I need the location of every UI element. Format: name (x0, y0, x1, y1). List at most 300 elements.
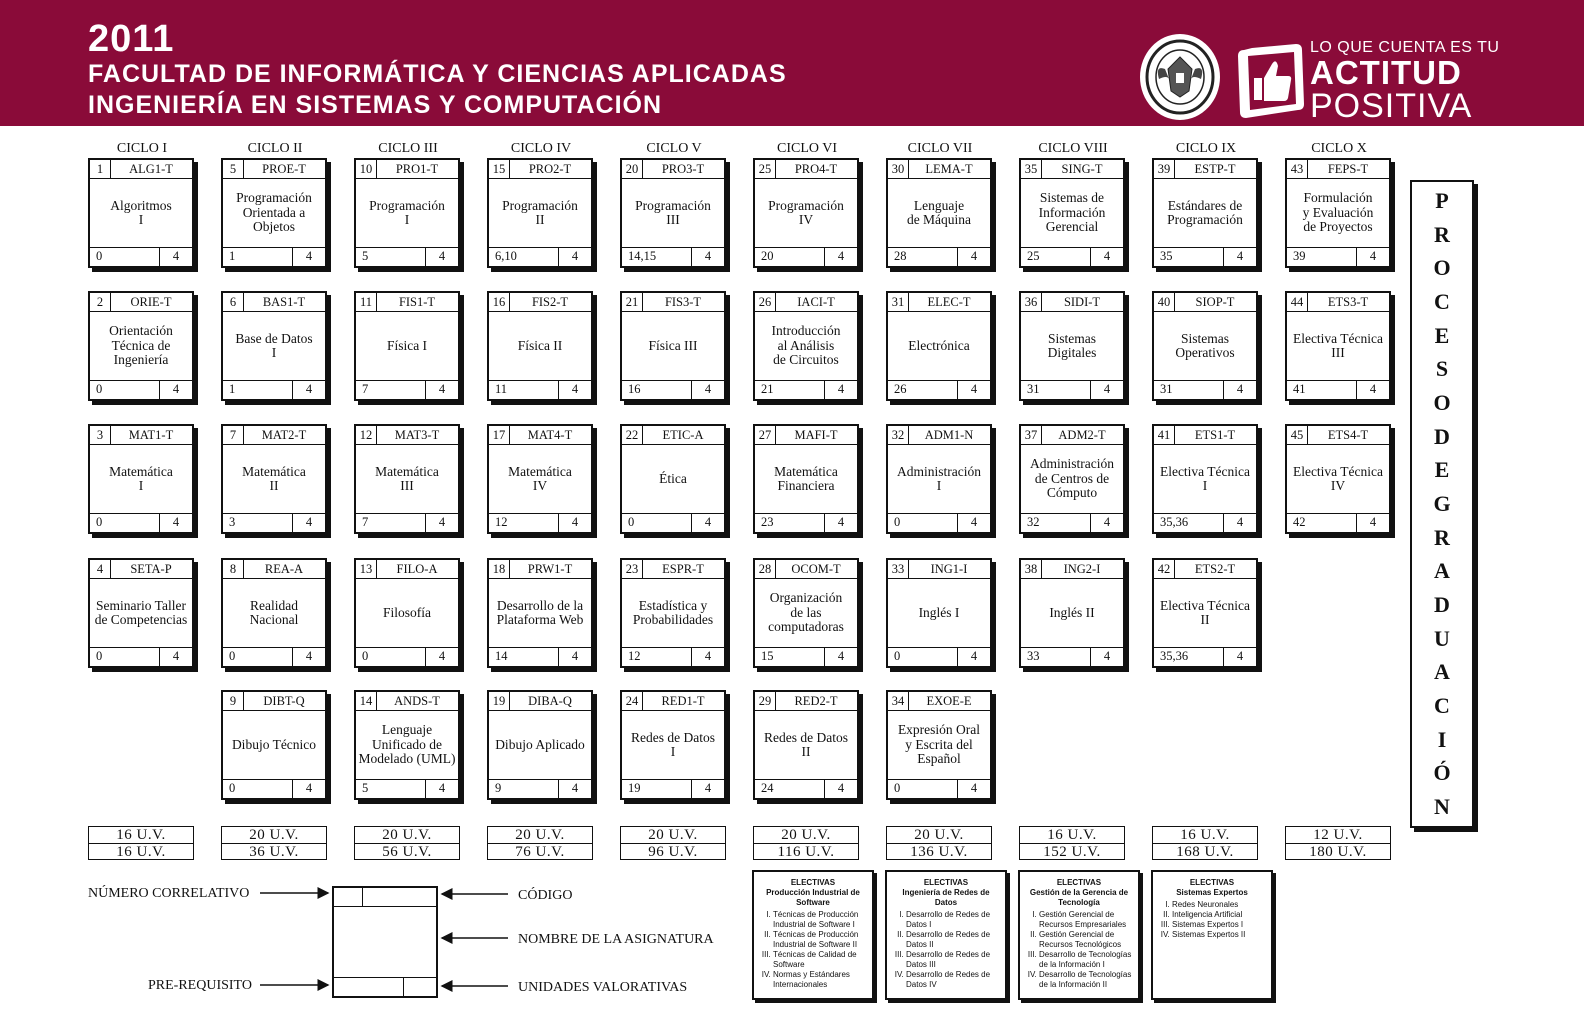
elective-title: Sistemas Expertos (1176, 888, 1248, 897)
subject-number: 25 (755, 160, 776, 178)
subject-units: 4 (292, 648, 325, 666)
graduation-letter: G (1433, 490, 1451, 516)
subject-name: Organización de las computadoras (768, 590, 844, 635)
subject-prerequisite: 3 (229, 515, 236, 529)
subject-name: Programación I (369, 197, 445, 227)
elective-item: III. Técnicas de Calidad de Software (773, 950, 867, 970)
graduation-letter: D (1434, 591, 1450, 617)
elective-box (1151, 870, 1273, 1000)
subject-units: 4 (1223, 514, 1256, 532)
subject-name: Programación Orientada a Objetos (236, 190, 312, 235)
cycle-label: CICLO IX (1175, 141, 1237, 156)
subject-number: 24 (622, 692, 643, 710)
subject-prerequisite: 0 (96, 515, 103, 529)
subject-code: ALG1-T (129, 162, 173, 176)
subject-number: 31 (888, 293, 909, 311)
subject-units: 4 (824, 648, 857, 666)
subject-name: Programación II (502, 197, 578, 227)
graduation-letter: A (1434, 659, 1450, 685)
elective-list (759, 910, 867, 990)
subject-prerequisite: 7 (362, 515, 369, 529)
subject-prerequisite: 15 (761, 649, 774, 663)
cycle-label: CICLO VII (907, 141, 973, 156)
elective-heading: ELECTIVAS (923, 878, 969, 887)
graduation-letter: R (1434, 221, 1450, 247)
cycle-label: CICLO II (247, 141, 303, 156)
subject-code: ING1-I (930, 562, 968, 576)
subject-prerequisite: 42 (1293, 515, 1306, 529)
subject-code: PRO4-T (794, 162, 838, 176)
subject-units: 4 (292, 381, 325, 399)
subject-prerequisite: 14,15 (628, 249, 657, 263)
subject-units: 4 (691, 381, 724, 399)
cycle-units: 16 U.V. (1153, 827, 1257, 844)
subject-code: REA-A (264, 562, 304, 576)
subject-units: 4 (691, 248, 724, 266)
subject-code: ETS1-T (1194, 428, 1236, 442)
elective-item: II. Inteligencia Artificial (1172, 910, 1266, 920)
subject-prerequisite: 28 (894, 249, 907, 263)
subject-name: Realidad Nacional (249, 597, 299, 627)
subject-number: 7 (223, 426, 244, 444)
subject-name: Algoritmos I (110, 197, 172, 227)
subject-code: PRO1-T (395, 162, 439, 176)
subject-name: Lenguaje Unificado de Modelado (UML) (358, 722, 456, 767)
subject-units: 4 (824, 514, 857, 532)
elective-heading: ELECTIVAS (790, 878, 836, 887)
cycle-units: 12 U.V. (1286, 827, 1390, 844)
subject-prerequisite: 0 (894, 649, 901, 663)
accumulated-units: 180 U.V. (1309, 844, 1367, 860)
elective-item: III. Desarrollo de Tecnologías de la Información I (1039, 950, 1133, 970)
subject-prerequisite: 1 (229, 249, 236, 263)
graduation-letter: S (1435, 356, 1449, 382)
subject-units: 4 (1090, 514, 1123, 532)
subject-code: PROE-T (262, 162, 306, 176)
subject-number: 38 (1021, 560, 1042, 578)
graduation-letter: P (1435, 188, 1449, 213)
subject-code: FIS2-T (531, 295, 569, 309)
subject-name: Electiva Técnica IV (1292, 463, 1384, 493)
subject-name: Electrónica (908, 337, 970, 353)
subject-prerequisite: 21 (761, 382, 774, 396)
subject-code: ESPR-T (662, 562, 704, 576)
elective-item: I. Gestión Gerencial de Recursos Empresariales (1039, 910, 1133, 930)
subject-prerequisite: 32 (1027, 515, 1040, 529)
subject-number: 44 (1287, 293, 1308, 311)
subject-code: ETS4-T (1327, 428, 1369, 442)
subject-number: 17 (489, 426, 510, 444)
elective-list (1025, 910, 1133, 990)
graduation-letter: E (1434, 322, 1450, 348)
subject-prerequisite: 33 (1027, 649, 1040, 663)
subject-prerequisite: 16 (628, 382, 641, 396)
subject-number: 19 (489, 692, 510, 710)
cycle-label: CICLO I (116, 141, 168, 156)
subject-code: ANDS-T (394, 694, 440, 708)
subject-prerequisite: 6,10 (495, 249, 517, 263)
subject-number: 1 (90, 160, 111, 178)
cycle-label: CICLO III (378, 141, 438, 156)
subject-prerequisite: 19 (628, 781, 641, 795)
subject-units: 4 (425, 648, 458, 666)
subject-name: Desarrollo de la Plataforma Web (496, 597, 584, 627)
subject-units: 4 (691, 514, 724, 532)
elective-item: III. Sistemas Expertos I (1172, 920, 1266, 930)
elective-box (752, 870, 874, 1000)
cycle-units: 20 U.V. (222, 827, 326, 844)
subject-prerequisite: 5 (362, 249, 369, 263)
elective-item: II. Técnicas de Producción Industrial de Software II (773, 930, 867, 950)
subject-name: Inglés II (1049, 604, 1095, 620)
subject-name: Orientación Técnica de Ingeniería (109, 323, 173, 368)
subject-number: 10 (356, 160, 377, 178)
subject-number: 5 (223, 160, 244, 178)
accumulated-units: 96 U.V. (648, 844, 698, 860)
accumulated-units: 136 U.V. (910, 844, 968, 860)
cycle-label: CICLO X (1311, 141, 1367, 156)
subject-prerequisite: 0 (894, 515, 901, 529)
subject-name: Electiva Técnica II (1159, 597, 1251, 627)
subject-prerequisite: 23 (761, 515, 774, 529)
subject-units: 4 (292, 780, 325, 798)
cycle-units: 16 U.V. (1020, 827, 1124, 844)
accumulated-units: 16 U.V. (116, 844, 166, 860)
subject-number: 22 (622, 426, 643, 444)
subject-units: 4 (159, 514, 192, 532)
subject-number: 29 (755, 692, 776, 710)
subject-number: 37 (1021, 426, 1042, 444)
elective-list (892, 910, 1000, 990)
subject-name: Matemática III (375, 463, 439, 493)
subject-number: 28 (755, 560, 776, 578)
subject-number: 14 (356, 692, 377, 710)
subject-number: 23 (622, 560, 643, 578)
subject-prerequisite: 0 (96, 649, 103, 663)
subject-number: 20 (622, 160, 643, 178)
subject-number: 35 (1021, 160, 1042, 178)
subject-prerequisite: 14 (495, 649, 508, 663)
subject-number: 39 (1154, 160, 1175, 178)
cycle-units: 20 U.V. (488, 827, 592, 844)
subject-number: 6 (223, 293, 244, 311)
subject-code: DIBA-Q (528, 694, 572, 708)
subject-units: 4 (1223, 248, 1256, 266)
graduation-letter: R (1434, 524, 1450, 550)
subject-code: IACI-T (797, 295, 835, 309)
subject-units: 4 (1090, 381, 1123, 399)
subject-name: Física III (648, 337, 698, 353)
subject-code: DIBT-Q (263, 694, 305, 708)
subject-prerequisite: 0 (96, 249, 103, 263)
subject-code: ELEC-T (927, 295, 971, 309)
subject-units: 4 (957, 648, 990, 666)
subject-code: ESTP-T (1194, 162, 1236, 176)
subject-units: 4 (691, 780, 724, 798)
subject-code: FIS3-T (664, 295, 702, 309)
legend-name-label: NOMBRE DE LA ASIGNATURA (518, 932, 714, 947)
subject-units: 4 (691, 648, 724, 666)
subject-number: 41 (1154, 426, 1175, 444)
subject-code: ETS3-T (1327, 295, 1369, 309)
subject-code: MAT2-T (261, 428, 307, 442)
subject-prerequisite: 24 (761, 781, 774, 795)
subject-prerequisite: 35,36 (1160, 515, 1189, 529)
subject-number: 18 (489, 560, 510, 578)
slogan-line-1: LO QUE CUENTA ES TU (1310, 39, 1500, 56)
subject-prerequisite: 31 (1027, 382, 1040, 396)
subject-name: Base de Datos I (235, 330, 313, 360)
subject-number: 11 (356, 293, 377, 311)
subject-number: 43 (1287, 160, 1308, 178)
subject-number: 3 (90, 426, 111, 444)
subject-code: ETS2-T (1194, 562, 1236, 576)
elective-item: I. Técnicas de Producción Industrial de Software I (773, 910, 867, 930)
subject-units: 4 (1090, 648, 1123, 666)
graduation-letter: C (1434, 288, 1450, 314)
elective-item: IV. Normas y Estándares Internacionales (773, 970, 867, 990)
subject-number: 32 (888, 426, 909, 444)
subject-number: 40 (1154, 293, 1175, 311)
subject-code: PRW1-T (527, 562, 573, 576)
subject-prerequisite: 11 (495, 382, 508, 396)
elective-heading: ELECTIVAS (1056, 878, 1102, 887)
cycle-label: CICLO IV (510, 141, 572, 156)
subject-units: 4 (159, 248, 192, 266)
subject-name: Electiva Técnica I (1159, 463, 1251, 493)
graduation-letter: D (1434, 423, 1450, 449)
legend-correlative-label: NÚMERO CORRELATIVO (88, 886, 250, 901)
elective-item: I. Desarrollo de Redes de Datos I (906, 910, 1000, 930)
cycle-units: 20 U.V. (754, 827, 858, 844)
faculty-title: FACULTAD DE INFORMÁTICA Y CIENCIAS APLICADAS (88, 60, 787, 88)
elective-item: III. Desarrollo de Redes de Datos III (906, 950, 1000, 970)
subject-code: MAT4-T (527, 428, 573, 442)
subject-units: 4 (1356, 381, 1389, 399)
subject-prerequisite: 12 (628, 649, 641, 663)
subject-code: OCOM-T (791, 562, 841, 576)
subject-code: MAT1-T (128, 428, 174, 442)
subject-number: 15 (489, 160, 510, 178)
subject-name: Ética (659, 470, 687, 486)
graduation-letter: U (1434, 625, 1450, 651)
subject-units: 4 (824, 248, 857, 266)
subject-code: FILO-A (396, 562, 438, 576)
subject-units: 4 (957, 514, 990, 532)
subject-code: SING-T (1061, 162, 1103, 176)
subject-number: 30 (888, 160, 909, 178)
subject-number: 36 (1021, 293, 1042, 311)
subject-units: 4 (558, 248, 591, 266)
subject-code: MAT3-T (394, 428, 440, 442)
subject-name: Inglés I (918, 604, 960, 620)
subject-units: 4 (558, 648, 591, 666)
subject-code: RED1-T (661, 694, 705, 708)
subject-units: 4 (292, 514, 325, 532)
year-title: 2011 (88, 18, 175, 60)
subject-number: 4 (90, 560, 111, 578)
subject-name: Expresión Oral y Escrita del Español (897, 722, 981, 767)
subject-code: RED2-T (794, 694, 838, 708)
subject-units: 4 (558, 514, 591, 532)
elective-item: IV. Desarrollo de Tecnologías de la Información II (1039, 970, 1133, 990)
subject-name: Filosofía (382, 604, 431, 620)
graduation-letter: I (1437, 726, 1447, 752)
subject-code: MAFI-T (794, 428, 838, 442)
accumulated-units: 152 U.V. (1043, 844, 1101, 860)
subject-units: 4 (425, 248, 458, 266)
subject-number: 13 (356, 560, 377, 578)
accumulated-units: 36 U.V. (249, 844, 299, 860)
subject-units: 4 (1356, 248, 1389, 266)
subject-number: 9 (223, 692, 244, 710)
elective-title: Producción Industrial de Software (766, 888, 860, 907)
elective-item: II. Gestión Gerencial de Recursos Tecnológicos (1039, 930, 1133, 950)
subject-code: ADM2-T (1058, 428, 1106, 442)
subject-prerequisite: 7 (362, 382, 369, 396)
graduation-letter: E (1434, 457, 1450, 483)
subject-code: PRO3-T (661, 162, 705, 176)
subject-prerequisite: 35,36 (1160, 649, 1189, 663)
subject-prerequisite: 5 (362, 781, 369, 795)
subject-name: Formulación y Evaluación de Proyectos (1302, 190, 1374, 235)
subject-number: 21 (622, 293, 643, 311)
subject-number: 27 (755, 426, 776, 444)
subject-code: SIOP-T (1195, 295, 1235, 309)
subject-code: EXOE-E (926, 694, 972, 708)
subject-code: FEPS-T (1327, 162, 1369, 176)
cycle-label: CICLO VIII (1038, 141, 1108, 156)
subject-prerequisite: 1 (229, 382, 236, 396)
graduation-letter: N (1434, 793, 1450, 819)
subject-prerequisite: 0 (362, 649, 369, 663)
subject-name: Sistemas de Información Gerencial (1038, 190, 1106, 235)
cycle-label: CICLO VI (776, 141, 838, 156)
subject-name: Redes de Datos II (764, 729, 848, 759)
elective-item: II. Desarrollo de Redes de Datos II (906, 930, 1000, 950)
subject-units: 4 (425, 780, 458, 798)
elective-title: Ingeniería de Redes de Datos (902, 888, 990, 907)
cycle-units: 20 U.V. (355, 827, 459, 844)
subject-number: 2 (90, 293, 111, 311)
subject-number: 42 (1154, 560, 1175, 578)
subject-name: Electiva Técnica III (1292, 330, 1384, 360)
subject-number: 12 (356, 426, 377, 444)
subject-name: Física I (386, 337, 428, 353)
subject-name: Dibujo Aplicado (495, 736, 585, 752)
subject-code: LEMA-T (925, 162, 973, 176)
subject-units: 4 (1223, 381, 1256, 399)
legend-code-label: CÓDIGO (518, 888, 573, 903)
subject-prerequisite: 9 (495, 781, 502, 795)
elective-title: Gestión de la Gerencia de Tecnología (1029, 888, 1129, 907)
elective-box (1018, 870, 1140, 1000)
accumulated-units: 116 U.V. (777, 844, 835, 860)
subject-name: Estadística y Probabilidades (632, 597, 714, 627)
elective-box (885, 870, 1007, 1000)
legend-units-label: UNIDADES VALORATIVAS (518, 980, 688, 995)
subject-code: PRO2-T (528, 162, 572, 176)
graduation-letter: C (1434, 692, 1450, 718)
subject-name: Matemática I (109, 463, 173, 493)
accumulated-units: 56 U.V. (382, 844, 432, 860)
elective-heading: ELECTIVAS (1189, 878, 1235, 887)
subject-name: Sistemas Operativos (1175, 330, 1235, 360)
subject-number: 26 (755, 293, 776, 311)
subject-name: Matemática Financiera (774, 463, 838, 493)
subject-code: BAS1-T (262, 295, 306, 309)
subject-units: 4 (292, 248, 325, 266)
subject-name: Programación III (635, 197, 711, 227)
subject-units: 4 (425, 381, 458, 399)
subject-prerequisite: 0 (229, 781, 236, 795)
subject-name: Seminario Taller de Competencias (94, 597, 188, 627)
subject-units: 4 (425, 514, 458, 532)
graduation-letter: Ó (1433, 760, 1451, 786)
elective-item: IV. Desarrollo de Redes de Datos IV (906, 970, 1000, 990)
subject-name: Sistemas Digitales (1047, 330, 1097, 360)
legend-prereq-label: PRE-REQUISITO (148, 978, 252, 993)
subject-name: Administración I (897, 463, 981, 493)
subject-prerequisite: 0 (894, 781, 901, 795)
subject-prerequisite: 35 (1160, 249, 1173, 263)
subject-units: 4 (159, 381, 192, 399)
graduation-letter: O (1433, 255, 1451, 281)
subject-prerequisite: 41 (1293, 382, 1306, 396)
subject-prerequisite: 31 (1160, 382, 1173, 396)
cycle-units: 16 U.V. (89, 827, 193, 844)
subject-name: Redes de Datos I (631, 729, 715, 759)
subject-code: ADM1-N (924, 428, 974, 442)
subject-name: Lenguaje de Máquina (906, 197, 972, 227)
elective-list (1158, 900, 1266, 940)
subject-name: Matemática IV (508, 463, 572, 493)
subject-units: 4 (159, 648, 192, 666)
accumulated-units: 168 U.V. (1176, 844, 1234, 860)
subject-prerequisite: 0 (229, 649, 236, 663)
subject-code: FIS1-T (398, 295, 436, 309)
subject-prerequisite: 0 (628, 515, 635, 529)
graduation-letter: A (1434, 558, 1450, 584)
subject-prerequisite: 12 (495, 515, 508, 529)
career-title: INGENIERÍA EN SISTEMAS Y COMPUTACIÓN (88, 91, 663, 119)
subject-units: 4 (558, 780, 591, 798)
subject-code: SETA-P (130, 562, 172, 576)
subject-code: ORIE-T (130, 295, 172, 309)
subject-code: ETIC-A (662, 428, 704, 442)
subject-name: Física II (517, 337, 563, 353)
graduation-letter: O (1433, 389, 1451, 415)
subject-units: 4 (1223, 648, 1256, 666)
subject-name: Estándares de Programación (1167, 197, 1243, 227)
subject-units: 4 (824, 381, 857, 399)
subject-code: SIDI-T (1063, 295, 1101, 309)
subject-name: Programación IV (768, 197, 844, 227)
subject-name: Matemática II (242, 463, 306, 493)
subject-prerequisite: 39 (1293, 249, 1306, 263)
slogan-line-3: POSITIVA (1310, 87, 1473, 125)
subject-units: 4 (957, 381, 990, 399)
subject-name: Introducción al Análisis de Circuitos (771, 323, 841, 368)
subject-name: Dibujo Técnico (231, 736, 317, 752)
subject-number: 33 (888, 560, 909, 578)
subject-units: 4 (957, 780, 990, 798)
subject-prerequisite: 0 (96, 382, 103, 396)
subject-units: 4 (558, 381, 591, 399)
slogan-line-2: ACTITUD (1310, 54, 1462, 91)
subject-prerequisite: 26 (894, 382, 907, 396)
subject-number: 45 (1287, 426, 1308, 444)
